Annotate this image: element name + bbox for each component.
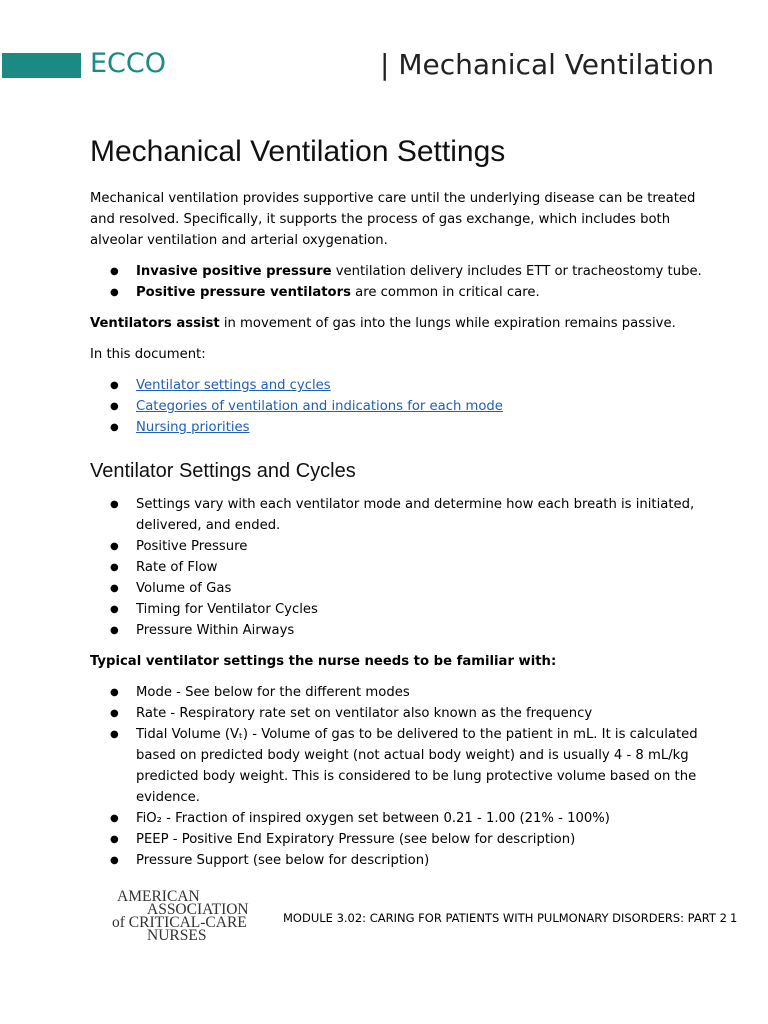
list-item: ● Pressure Support (see below for description) <box>90 850 710 871</box>
list-item: ● FiO₂ - Fraction of inspired oxygen set between 0.21 - 1.00 (21% - 100%) <box>90 808 710 829</box>
list-item: ● Invasive positive pressure ventilation delivery includes ETT or tracheostomy tube. <box>90 261 710 282</box>
list-item <box>90 417 710 438</box>
list-item: ● Tidal Volume (Vₜ) - Volume of gas to be delivered to the patient in mL. It is calculated based on predicted body weight (not actual body weight) and is usually 4 - 8 mL/kg predicted body weight. This is considered to be lung protective volume based on the evidence. <box>90 724 710 808</box>
footer-module-title: MODULE 3.02: CARING FOR PATIENTS WITH PULMONARY DISORDERS: PART 2 <box>283 911 727 925</box>
list-item: ● PEEP - Positive End Expiratory Pressure (see below for description) <box>90 829 710 850</box>
link-nursing-priorities[interactable]: Nursing priorities <box>136 420 250 435</box>
document-links <box>90 375 710 438</box>
link-categories-of-ventilation[interactable]: Categories of ventilation and indications for each mode <box>136 399 503 414</box>
document-body <box>90 130 710 881</box>
section-heading: Ventilator Settings and Cycles <box>90 460 356 482</box>
list-item: ● Positive Pressure <box>90 536 710 557</box>
aacn-logo: AMERICAN ASSOCIATION of CRITICAL-CARE NURSES <box>112 888 249 944</box>
list-item: ● Volume of Gas <box>90 578 710 599</box>
settings-cycles-list <box>90 494 710 641</box>
intro-bullet-list <box>90 261 710 303</box>
header-title: | Mechanical Ventilation <box>380 48 715 81</box>
list-item: ● Positive pressure ventilators are common in critical care. <box>90 282 710 303</box>
header-accent-bar <box>2 53 81 78</box>
list-item: ● Timing for Ventilator Cycles <box>90 599 710 620</box>
list-item: ● Rate - Respiratory rate set on ventilator also known as the frequency <box>90 703 710 724</box>
list-item: ● Settings vary with each ventilator mode and determine how each breath is initiated, delivered, and ended. <box>90 494 710 536</box>
ecco-logo: ECCO <box>90 48 167 79</box>
assist-paragraph: Ventilators assist in movement of gas into the lungs while expiration remains passive. <box>90 316 676 331</box>
list-item: ● Pressure Within Airways <box>90 620 710 641</box>
typical-settings-label: Typical ventilator settings the nurse needs to be familiar with: <box>90 654 557 669</box>
typical-settings-list <box>90 682 710 871</box>
list-item: ● Mode - See below for the different modes <box>90 682 710 703</box>
in-document-label: In this document: <box>90 347 206 362</box>
list-item: ● Rate of Flow <box>90 557 710 578</box>
link-ventilator-settings[interactable]: Ventilator settings and cycles <box>136 378 331 393</box>
page-number: 1 <box>730 911 738 925</box>
list-item <box>90 396 710 417</box>
list-item <box>90 375 710 396</box>
page-title: Mechanical Ventilation Settings <box>90 135 506 168</box>
intro-paragraph: Mechanical ventilation provides supportive care until the underlying disease can be treated and resolved. Specifically, it supports the process of gas exchange, which includes both alveolar ventilation and arterial oxygenation. <box>90 191 696 248</box>
